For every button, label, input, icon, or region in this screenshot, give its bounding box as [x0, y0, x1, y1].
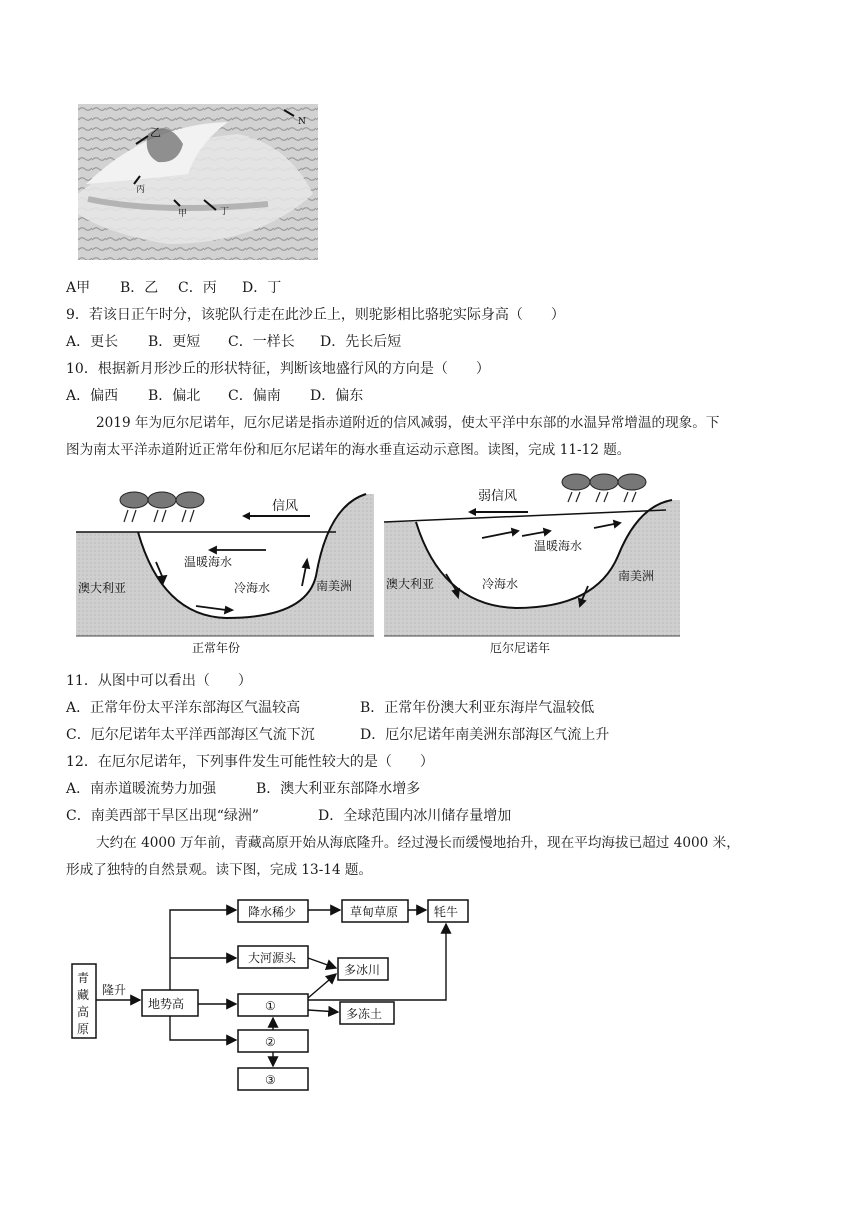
- q12-row2: [66, 806, 511, 826]
- q11-option-c[interactable]: C．厄尔尼诺年太平洋西部海区气流下沉: [66, 727, 315, 743]
- q8-option-b[interactable]: B．乙: [120, 280, 159, 296]
- q12-option-a[interactable]: A．南赤道暖流势力加强: [66, 781, 217, 797]
- intro-11-12-line2: 图为南太平洋赤道附近正常年份和厄尔尼诺年的海水垂直运动示意图。读图，完成 11-12 题。: [66, 442, 631, 458]
- intro-11-12-line1: 2019 年为厄尔尼诺年，厄尔尼诺是指赤道附近的信风减弱，使太平洋中东部的水温异常增温的现象。下: [96, 415, 720, 431]
- flow-plateau-1: 青: [77, 971, 90, 985]
- q10-option-c[interactable]: C．偏南: [228, 388, 281, 404]
- flow-rain: 降水稀少: [248, 905, 297, 919]
- normal-panel: [76, 492, 374, 655]
- q12-option-b[interactable]: B．澳大利亚东部降水增多: [256, 781, 421, 797]
- elnino-left-label: 澳大利亚: [386, 577, 435, 591]
- q8-option-d[interactable]: D．丁: [242, 280, 282, 296]
- q9-option-a[interactable]: A．更长: [66, 334, 119, 350]
- q11-row1: [66, 698, 594, 718]
- q11-option-a[interactable]: A．正常年份太平洋东部海区气温较高: [66, 700, 301, 716]
- normal-caption: 正常年份: [192, 641, 241, 655]
- q11-option-b[interactable]: B．正常年份澳大利亚东海岸气温较低: [360, 700, 595, 716]
- flow-box-3: ③: [265, 1073, 276, 1087]
- q9-option-b[interactable]: B．更短: [148, 334, 201, 350]
- q10-options: [66, 386, 363, 406]
- flow-uplift: 隆升: [102, 983, 127, 997]
- flow-river: 大河源头: [248, 951, 297, 965]
- flow-plateau-4: 原: [77, 1022, 90, 1036]
- q11-row2: [66, 725, 609, 745]
- q8-options: [66, 278, 281, 298]
- elnino-wind-label: 弱信风: [478, 489, 518, 504]
- label-jia: 甲: [178, 209, 188, 219]
- flow-plateau-2: 藏: [77, 988, 90, 1002]
- q10-option-a[interactable]: A．偏西: [66, 388, 119, 404]
- q9-option-d[interactable]: D．先长后短: [320, 334, 402, 350]
- label-yi: 乙: [150, 126, 161, 139]
- q10-stem: 10．根据新月形沙丘的形状特征，判断该地盛行风的方向是（ ）: [66, 361, 490, 377]
- q10-option-d[interactable]: D．偏东: [310, 388, 364, 404]
- q9-option-c[interactable]: C．一样长: [228, 334, 295, 350]
- q8-option-a[interactable]: A甲: [66, 280, 91, 296]
- q11-option-d[interactable]: D．厄尔尼诺年南美洲东部海区气流上升: [360, 727, 610, 743]
- q8-option-c[interactable]: C．丙: [178, 280, 217, 296]
- normal-warm-label: 温暖海水: [184, 555, 233, 569]
- intro-13-14-line1: 大约在 4000 万年前，青藏高原开始从海底隆升。经过漫长而缓慢地抬升，现在平均海拔已超过 4000 米，: [96, 835, 740, 851]
- q11-stem: 11．从图中可以看出（ ）: [66, 673, 252, 689]
- elnino-warm-label: 温暖海水: [534, 539, 583, 553]
- flow-box-2: ②: [265, 1035, 276, 1049]
- elnino-panel: [384, 474, 680, 655]
- normal-wind-label: 信风: [272, 499, 299, 514]
- q12-row1: [66, 779, 420, 799]
- q9-stem: 9．若该日正午时分，该驼队行走在此沙丘上，则驼影相比骆驼实际身高（ ）: [66, 307, 565, 323]
- label-north: N: [298, 117, 306, 127]
- normal-left-label: 澳大利亚: [78, 581, 127, 595]
- q12-stem: 12．在厄尔尼诺年，下列事件发生可能性较大的是（ ）: [66, 754, 434, 770]
- q10-option-b[interactable]: B．偏北: [148, 388, 201, 404]
- flow-plateau-3: 高: [77, 1005, 90, 1019]
- intro-13-14-line2: 形成了独特的自然景观。读下图，完成 13-14 题。: [66, 862, 373, 878]
- flow-box-1: ①: [265, 999, 276, 1013]
- q12-option-c[interactable]: C．南美西部干旱区出现“绿洲”: [66, 808, 260, 824]
- normal-cold-label: 冷海水: [234, 581, 271, 595]
- flow-permafrost: 多冻土: [346, 1007, 383, 1021]
- dune-photo: [78, 104, 318, 260]
- flow-grass: 草甸草原: [350, 905, 399, 919]
- flow-glacier: 多冰川: [344, 963, 381, 977]
- q9-options: [66, 332, 401, 352]
- plateau-flow-diagram: [66, 886, 486, 1096]
- flow-yak: 牦牛: [434, 905, 459, 919]
- flow-high: 地势高: [148, 997, 185, 1011]
- label-bing: 丙: [136, 185, 146, 195]
- elnino-right-label: 南美洲: [618, 569, 655, 583]
- elnino-caption: 厄尔尼诺年: [490, 641, 551, 655]
- label-ding: 丁: [220, 207, 230, 217]
- q12-option-d[interactable]: D．全球范围内冰川储存量增加: [318, 808, 512, 824]
- normal-right-label: 南美洲: [316, 579, 353, 593]
- enso-figure: [66, 466, 690, 656]
- elnino-cold-label: 冷海水: [482, 577, 519, 591]
